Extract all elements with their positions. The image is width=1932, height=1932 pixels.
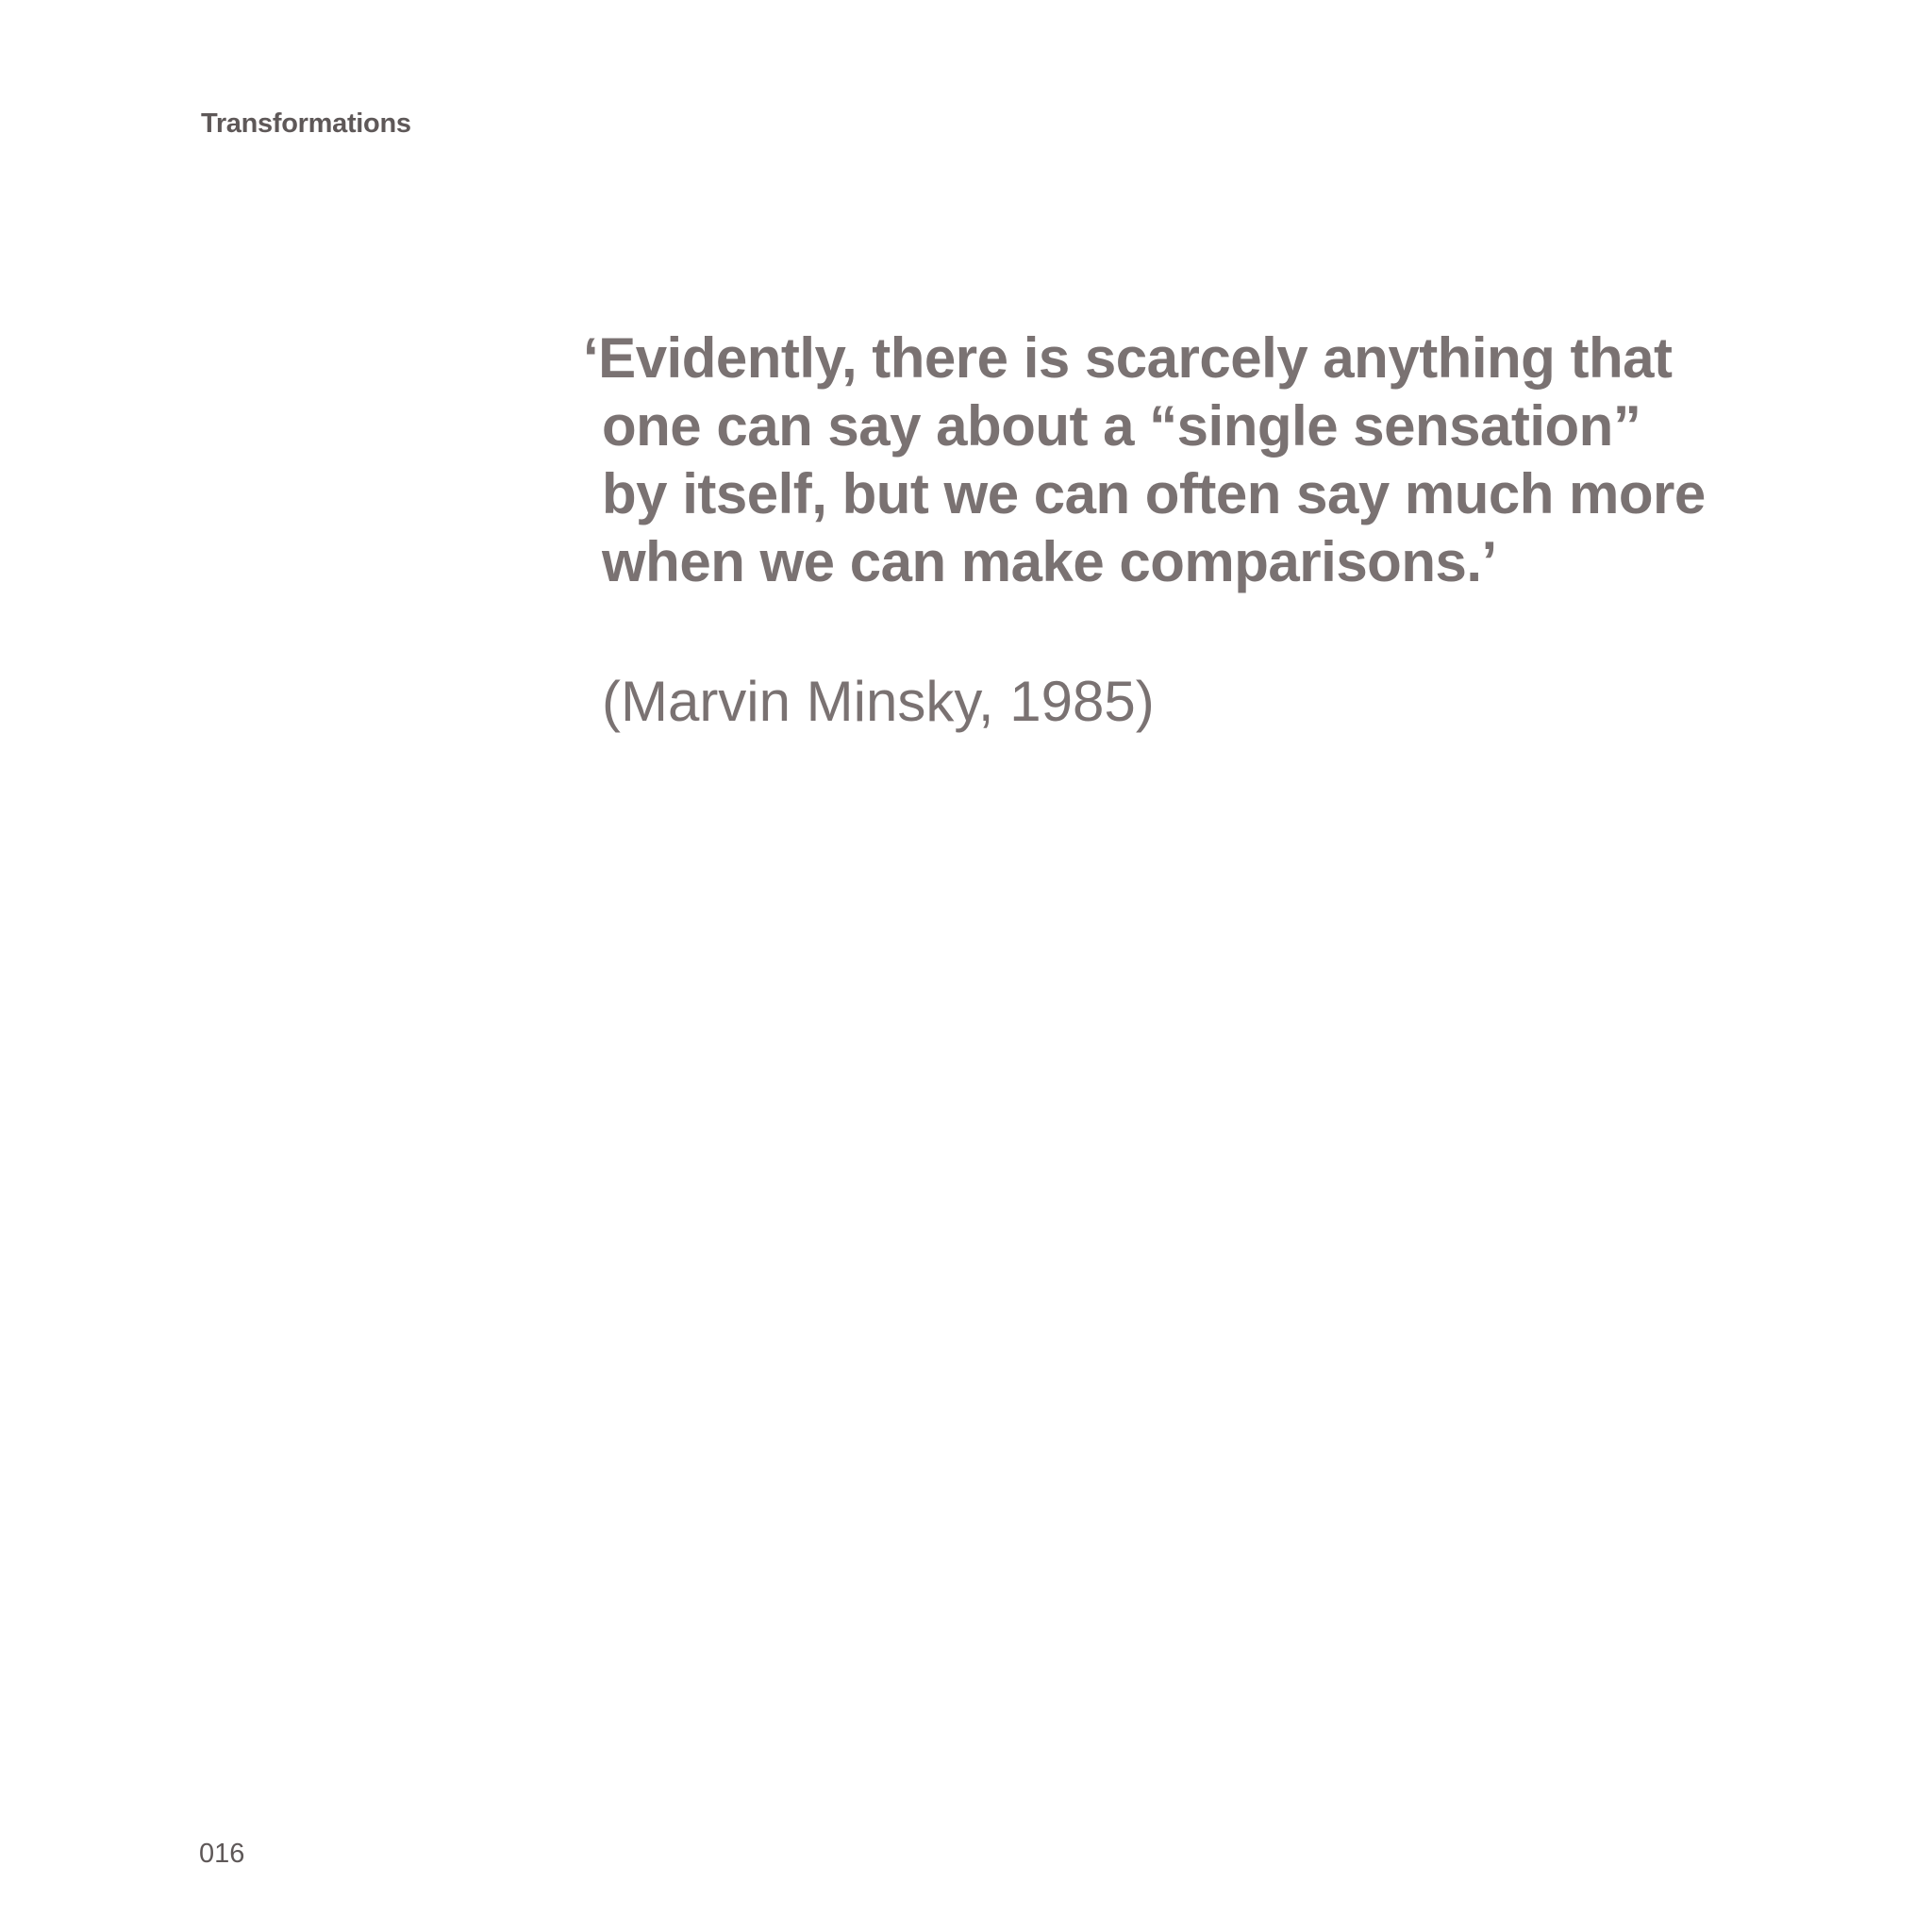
epigraph-quote [583, 325, 1809, 596]
quote-line-3: by itself, but we can often say much more [602, 462, 1706, 525]
quote-attribution: (Marvin Minsky, 1985) [602, 670, 1155, 733]
quote-line-1: ‘Evidently, there is scarcely anything that [583, 326, 1673, 390]
page-number: 016 [199, 1839, 245, 1869]
quote-line-2: one can say about a “single sensation” [602, 394, 1641, 458]
running-head-title: Transformations [201, 108, 411, 139]
quote-line-4: when we can make comparisons.’ [602, 530, 1497, 593]
